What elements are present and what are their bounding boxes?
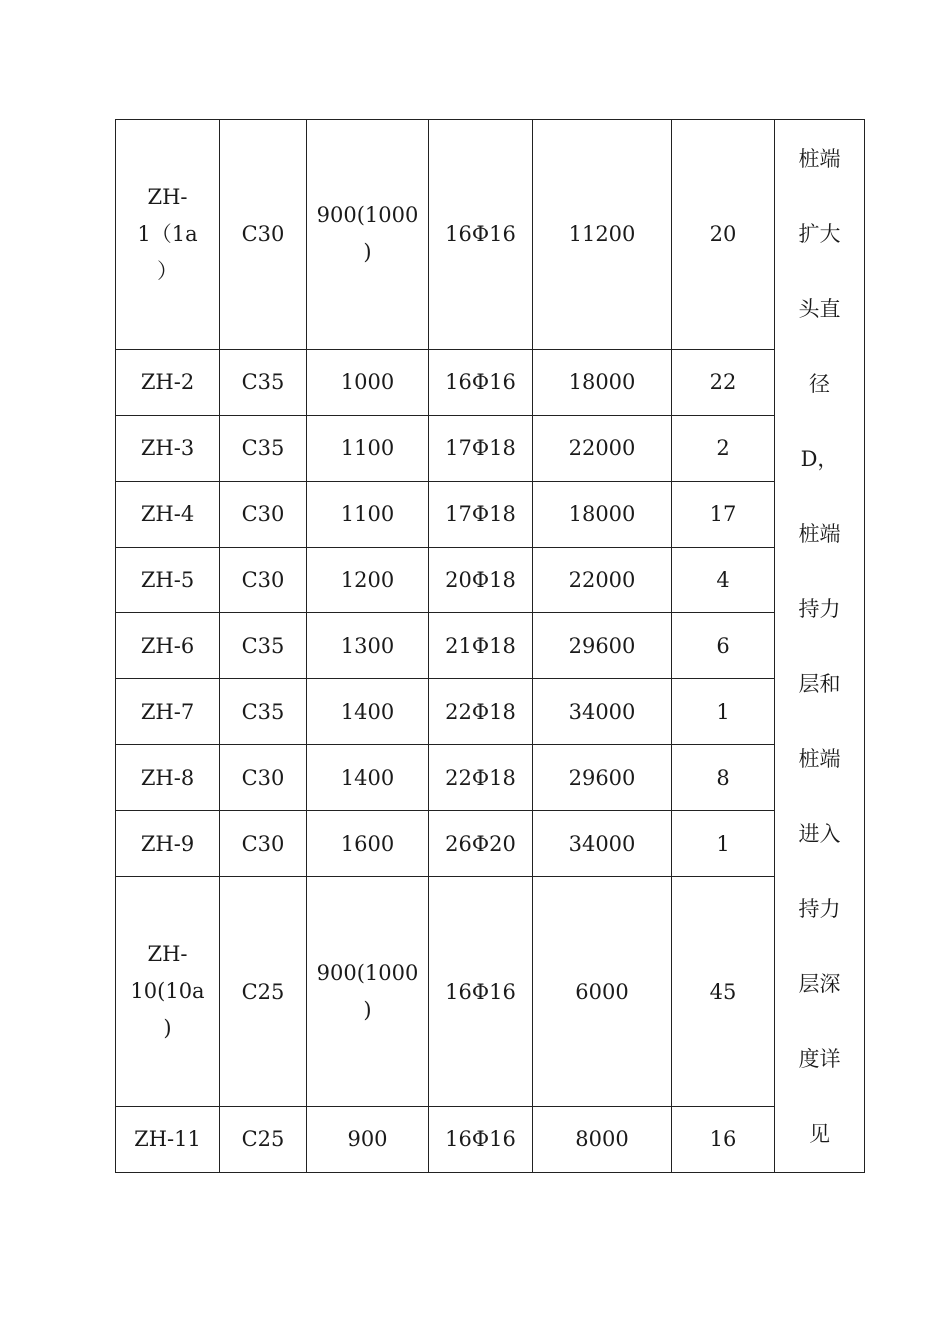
pile-count: 1 [672,679,775,745]
rebar-spec: 16Φ16 [429,1106,533,1172]
pile-length: 34000 [533,679,672,745]
pile-length: 34000 [533,811,672,877]
concrete-grade: C25 [220,1106,307,1172]
remark-text: 桩端扩大头直径D，桩端持力层和桩端进入持力层深度详见 [798,147,841,1146]
pile-length: 8000 [533,1106,672,1172]
rebar-spec: 21Φ18 [429,613,533,679]
pile-id: ZH-7 [116,679,220,745]
concrete-grade: C30 [220,481,307,547]
table-row [116,349,865,415]
pile-diameter: 1400 [307,679,429,745]
concrete-grade: C35 [220,679,307,745]
pile-id: ZH-8 [116,745,220,811]
pile-count: 6 [672,613,775,679]
pile-count: 4 [672,547,775,613]
pile-diameter: 1100 [307,415,429,481]
pile-length: 22000 [533,415,672,481]
concrete-grade: C35 [220,349,307,415]
rebar-spec: 22Φ18 [429,745,533,811]
pile-id: ZH- 10(10a ) [130,942,205,1041]
pile-diameter: 900(1000 ) [316,203,419,265]
table-row [116,745,865,811]
pile-id: ZH-5 [116,547,220,613]
table-row [116,613,865,679]
table-row [116,679,865,745]
pile-length: 18000 [533,349,672,415]
concrete-grade: C30 [220,120,307,350]
rebar-spec: 22Φ18 [429,679,533,745]
rebar-spec: 20Φ18 [429,547,533,613]
pile-length: 6000 [533,877,672,1107]
pile-count: 17 [672,481,775,547]
table-row [116,811,865,877]
pile-count: 2 [672,415,775,481]
concrete-grade: C30 [220,547,307,613]
pile-count: 45 [672,877,775,1107]
pile-diameter: 900(1000 ) [316,960,419,1022]
concrete-grade: C30 [220,745,307,811]
pile-count: 20 [672,120,775,350]
table-row [116,1106,865,1172]
pile-length: 29600 [533,745,672,811]
concrete-grade: C35 [220,613,307,679]
pile-id: ZH-9 [116,811,220,877]
table-row [116,120,865,350]
pile-length: 11200 [533,120,672,350]
table-row [116,415,865,481]
pile-schedule-table [115,119,865,1173]
pile-diameter: 1200 [307,547,429,613]
pile-id: ZH-11 [116,1106,220,1172]
pile-id: ZH-6 [116,613,220,679]
pile-count: 1 [672,811,775,877]
remark-cell [775,120,865,1173]
concrete-grade: C30 [220,811,307,877]
pile-length: 18000 [533,481,672,547]
concrete-grade: C25 [220,877,307,1107]
rebar-spec: 16Φ16 [429,877,533,1107]
pile-id: ZH-4 [116,481,220,547]
pile-length: 22000 [533,547,672,613]
rebar-spec: 26Φ20 [429,811,533,877]
pile-count: 16 [672,1106,775,1172]
pile-count: 22 [672,349,775,415]
concrete-grade: C35 [220,415,307,481]
table-row [116,877,865,1107]
pile-diameter: 1300 [307,613,429,679]
pile-diameter: 1600 [307,811,429,877]
table-row [116,481,865,547]
pile-count: 8 [672,745,775,811]
pile-id: ZH-2 [116,349,220,415]
pile-id: ZH- 1（1a ） [137,184,198,283]
rebar-spec: 16Φ16 [429,120,533,350]
pile-diameter: 1400 [307,745,429,811]
rebar-spec: 16Φ16 [429,349,533,415]
table-row [116,547,865,613]
rebar-spec: 17Φ18 [429,415,533,481]
pile-diameter: 900 [307,1106,429,1172]
pile-length: 29600 [533,613,672,679]
pile-id: ZH-3 [116,415,220,481]
pile-diameter: 1100 [307,481,429,547]
rebar-spec: 17Φ18 [429,481,533,547]
pile-diameter: 1000 [307,349,429,415]
